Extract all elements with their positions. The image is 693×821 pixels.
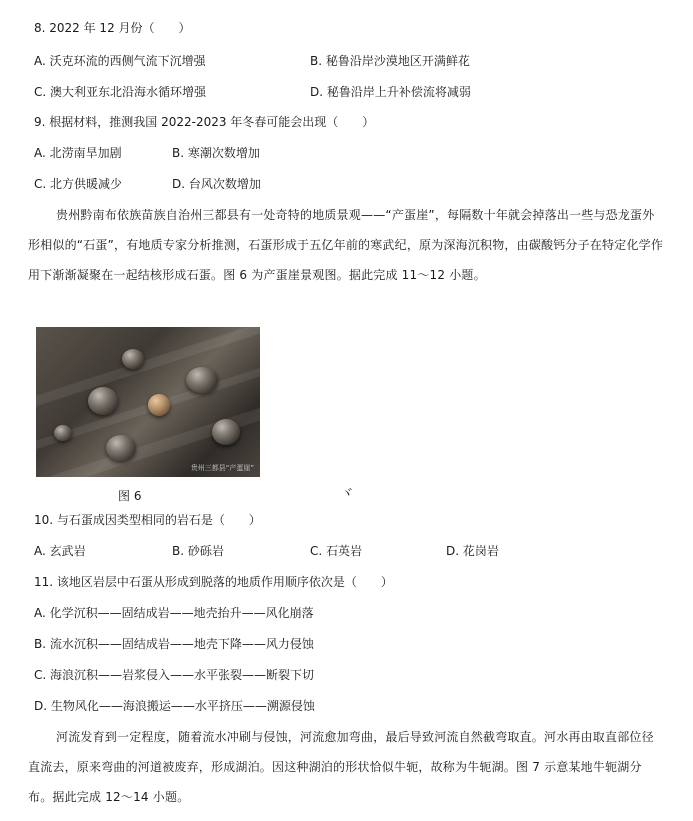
q11-option-d: D. 生物风化——海浪搬运——水平挤压——溯源侵蚀 <box>34 699 315 713</box>
q10-option-a: A. 玄武岩 <box>34 544 86 558</box>
q8-option-d: D. 秘鲁沿岸上升补偿流将减弱 <box>310 85 471 99</box>
material-paragraph-oxbow-lake: 河流发育到一定程度，随着流水冲刷与侵蚀，河流愈加弯曲，最后导致河流自然截弯取直。河水再由取直部位径直流去，原来弯曲的河道被废弃，形成湖泊。因这种湖泊的形状恰似牛轭，故称为牛轭湖。图 7 示意某地牛轭湖分布。据此完成 12～14 小题。 <box>28 730 654 804</box>
q10-option-c: C. 石英岩 <box>310 544 363 558</box>
q9-option-b: B. 寒潮次数增加 <box>172 146 260 160</box>
q9-option-d: D. 台风次数增加 <box>172 177 261 191</box>
stone-egg-shape <box>88 387 118 415</box>
q11-option-b: B. 流水沉积——固结成岩——地壳下降——风力侵蚀 <box>34 637 314 651</box>
stone-egg-shape <box>122 349 144 369</box>
q9-option-a: A. 北涝南旱加剧 <box>34 146 122 160</box>
q8-option-b: B. 秘鲁沿岸沙漠地区开满鲜花 <box>310 54 470 68</box>
q11-option-c: C. 海浪沉积——岩浆侵入——水平张裂——断裂下切 <box>34 668 315 682</box>
q10-option-d: D. 花岗岩 <box>446 544 499 558</box>
q8-stem: 8. 2022 年 12 月份（ ） <box>34 21 191 35</box>
stone-egg-shape <box>148 394 170 416</box>
material-paragraph-egg-cliff: 贵州黔南布依族苗族自治州三都县有一处奇特的地质景观——“产蛋崖”，每隔数十年就会掉落出一些与恐龙蛋外形相似的“石蛋”，有地质专家分析推测，石蛋形成于五亿年前的寒武纪，原为深海沉积物，由碳酸钙分子在特定化学作用下渐渐凝聚在一起结核形成石蛋。图 6 为产蛋崖景观图。据此完成 11～12 小题。 <box>28 208 664 282</box>
q8-option-a: A. 沃克环流的西侧气流下沉增强 <box>34 54 206 68</box>
stone-egg-shape <box>212 419 240 445</box>
q10-stem: 10. 与石蛋成因类型相同的岩石是（ ） <box>34 513 261 527</box>
egg-cliff-photo <box>36 327 260 477</box>
photo-caption-watermark: 贵州三都县“产蛋崖” <box>190 464 254 472</box>
q8-option-c: C. 澳大利亚东北沿海水循环增强 <box>34 85 207 99</box>
figure-6-caption: 图 6 <box>118 489 142 503</box>
q10-option-b: B. 砂砾岩 <box>172 544 224 558</box>
stone-egg-shape <box>106 435 136 461</box>
scan-mark: ヾ <box>340 486 354 502</box>
q9-option-c: C. 北方供暖减少 <box>34 177 123 191</box>
stone-egg-shape <box>54 425 72 441</box>
q9-stem: 9. 根据材料，推测我国 2022-2023 年冬春可能会出现（ ） <box>34 115 375 129</box>
q11-option-a: A. 化学沉积——固结成岩——地壳抬升——风化崩落 <box>34 606 314 620</box>
stone-egg-shape <box>186 367 218 393</box>
q11-stem: 11. 该地区岩层中石蛋从形成到脱落的地质作用顺序依次是（ ） <box>34 575 393 589</box>
